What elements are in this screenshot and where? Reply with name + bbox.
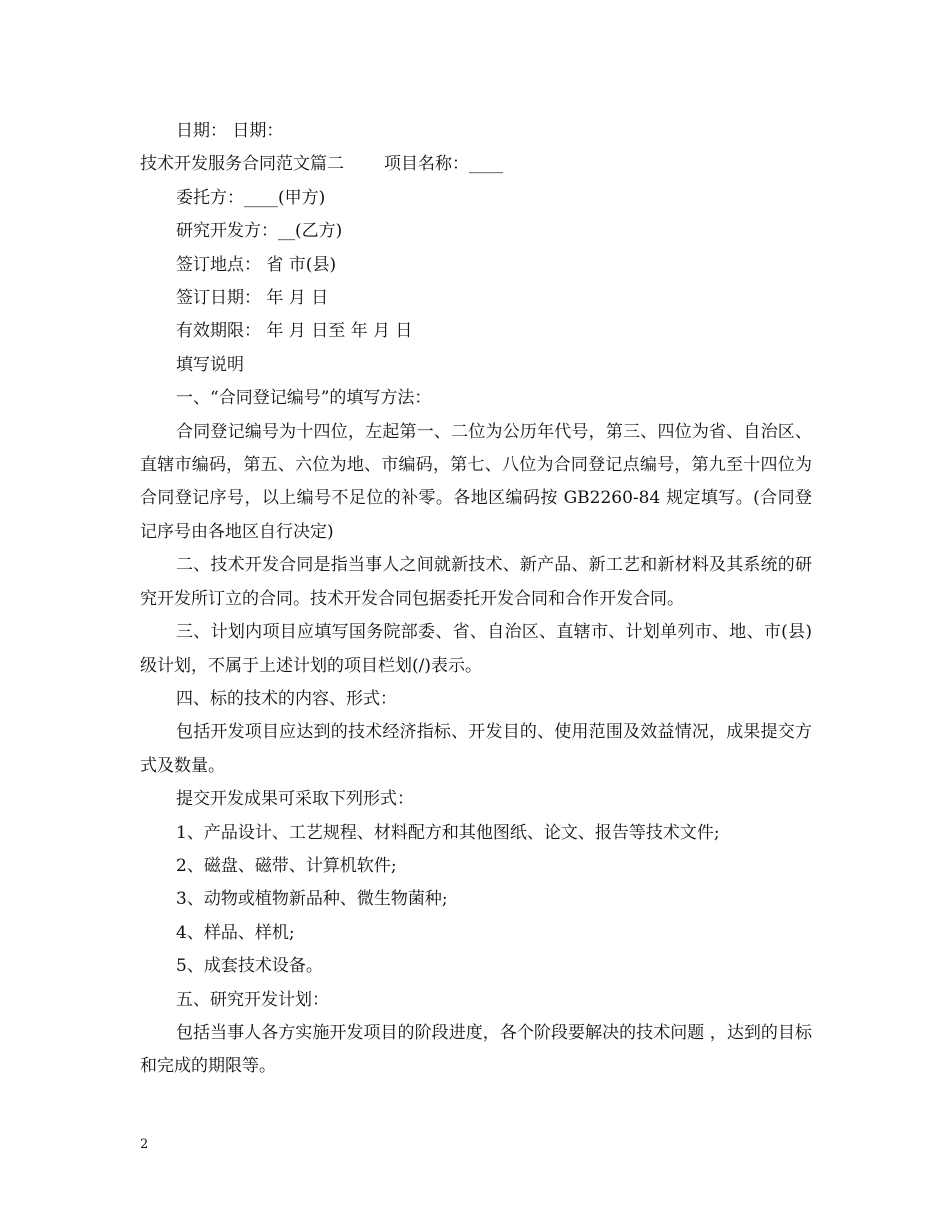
signing-date-field: 签订日期： 年 月 日 xyxy=(176,288,329,309)
section-5-body: 包括当事人各方实施开发项目的阶段进度，各个阶段要解决的技术问题 ，达到的目标和完成的期限等。 xyxy=(140,1022,812,1077)
list-item: 5、成套技术设备。 xyxy=(176,956,323,977)
list-item: 1、产品设计、工艺规程、材料配方和其他图纸、论文、报告等技术文件; xyxy=(176,822,720,843)
developer-field: 研究开发方：__(乙方) xyxy=(176,221,343,242)
section-1-heading: 一、“合同登记编号”的填写方法： xyxy=(176,388,432,409)
section-4-body: 包括开发项目应达到的技术经济指标、开发目的、使用范围及效益情况，成果提交方式及数量。 xyxy=(140,722,812,776)
document-title: 技术开发服务合同范文篇二 xyxy=(140,154,344,175)
list-item: 4、样品、样机; xyxy=(176,922,295,943)
section-3-body: 三、计划内项目应填写国务院部委、省、自治区、直辖市、计划单列市、地、市(县)级计划，不属于上述计划的项目栏划(/)表示。 xyxy=(140,622,812,676)
list-item: 3、动物或植物新品种、微生物菌种; xyxy=(176,889,448,910)
section-5-heading: 五、研究开发计划： xyxy=(176,989,329,1010)
title-line xyxy=(140,148,812,181)
section-2-body: 二、技术开发合同是指当事人之间就新技术、新产品、新工艺和新材料及其系统的研究开发所订立的合同。技术开发合同包据委托开发合同和合作开发合同。 xyxy=(140,555,812,609)
instructions-heading: 填写说明 xyxy=(176,354,244,375)
date-line: 日期： 日期： xyxy=(176,121,284,141)
signing-location-field: 签订地点： 省 市(县) xyxy=(176,254,337,275)
section-1-body: 合同登记编号为十四位，左起第一、二位为公历年代号，第三、四位为省、自治区、直辖市编码，第五、六位为地、市编码，第七、八位为合同登记点编号，第九至十四位为合同登记序号，以上编号不足位的补零。各地区编码按 GB2260-84 规定填写。(合同登记序号由各地区自行决定) xyxy=(140,421,812,542)
validity-period-field: 有效期限： 年 月 日至 年 月 日 xyxy=(176,321,413,342)
page-number: 2 xyxy=(140,1137,149,1152)
section-4-heading: 四、标的技术的内容、形式： xyxy=(176,688,397,709)
list-item: 2、磁盘、磁带、计算机软件; xyxy=(176,855,397,876)
forms-intro: 提交开发成果可采取下列形式： xyxy=(176,789,414,810)
document-body xyxy=(140,115,812,1084)
client-field: 委托方：____(甲方) xyxy=(176,187,326,208)
project-name-field: 项目名称：____ xyxy=(384,154,503,175)
